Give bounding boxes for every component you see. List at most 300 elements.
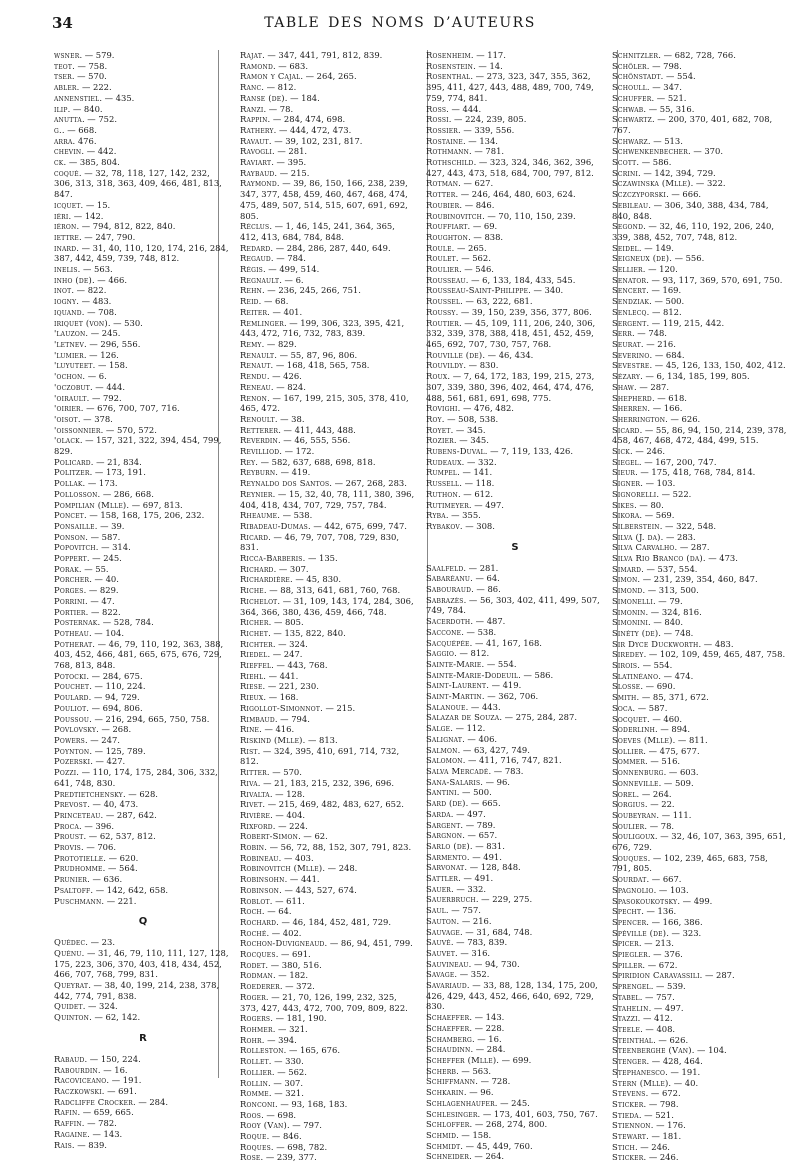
page-references: — 659, 665.	[82, 1107, 134, 1118]
author-name: Salanoue	[426, 701, 466, 712]
author-name: Rozier	[426, 435, 454, 446]
index-entry: Robinovitch (Mlle). — 248.	[240, 863, 358, 874]
page-references: — 657.	[467, 830, 498, 841]
page-references: — 284.	[475, 1044, 506, 1055]
author-name: Rumpel	[426, 467, 458, 478]
index-entry: Roussy. — 39, 150, 239, 356, 377, 806.	[426, 306, 592, 317]
page-references: — 46, 434.	[487, 349, 534, 360]
page-references: — 7, 64, 172, 183, 199, 215, 273, 307, 339, 380, 396, 402, 464, 474, 476, 488, 561, 681, 691, 698, 775.	[426, 371, 595, 403]
page-references: — 829.	[88, 585, 119, 596]
page-references: — 216.	[461, 915, 492, 926]
index-entry: Reneau. — 824.	[240, 381, 306, 392]
page-references: — 14.	[478, 60, 503, 71]
page-references: — 103.	[645, 478, 676, 489]
page-references: — 173, 401, 603, 750, 767.	[482, 1108, 598, 1119]
page-references: — 39, 102, 231, 817.	[274, 135, 363, 146]
page-references: — 45, 109, 111, 206, 240, 306, 332, 339, 378, 388, 418, 451, 452, 459, 465, 692, 707, 730, 757, 768.	[426, 317, 596, 349]
index-entry: Scherb. — 563.	[426, 1065, 492, 1076]
page-references: — 46, 184, 452, 481, 729.	[281, 916, 392, 927]
page-references: — 231, 239, 354, 460, 847.	[642, 574, 758, 585]
author-name: Ragaine	[54, 1128, 88, 1139]
author-name: Saint-Laurent	[426, 680, 487, 691]
index-entry: Stephanesco. — 191.	[612, 1066, 701, 1077]
author-name: Provis	[54, 842, 81, 853]
page-references: — 135, 822, 840.	[273, 627, 346, 638]
author-name: arra	[54, 135, 73, 146]
page-references: — 119, 215, 442.	[651, 317, 725, 328]
author-name: Rossi	[426, 114, 449, 125]
author-name: Roques	[240, 1141, 271, 1152]
index-column-2	[236, 50, 422, 1163]
author-name: Sézary	[612, 371, 641, 382]
author-name: Stern (Mlle)	[612, 1077, 669, 1088]
author-name: Seidel	[612, 242, 639, 253]
page-references: — 102, 239, 465, 683, 758, 791, 805.	[612, 852, 768, 874]
index-entry: Roughton. — 838.	[426, 231, 504, 242]
index-entry: Spicer. — 213.	[612, 938, 674, 949]
page-references: — 62.	[303, 831, 328, 842]
index-entry: Riskind (Mlle). — 813.	[240, 735, 338, 745]
author-name: Ribadeau-Dumas	[240, 520, 308, 531]
page-references: — 582, 637, 688, 698, 818.	[260, 456, 376, 467]
page-references: — 80.	[639, 499, 664, 510]
author-name: Sabaréanu	[426, 573, 471, 584]
page-references: — 579.	[84, 50, 115, 60]
author-name: Ritter	[240, 767, 267, 778]
index-entry: Ricca-Barberis. — 135.	[240, 553, 338, 564]
author-name: Specht	[612, 906, 642, 917]
author-name: Prunier	[54, 874, 88, 885]
page-references: — 556.	[674, 253, 705, 264]
author-name: Raviart	[240, 157, 272, 168]
page-references: — 378.	[83, 413, 113, 424]
index-entry: Sieur. — 175, 418, 768, 784, 814.	[612, 467, 756, 478]
page-references: — 245.	[500, 1097, 530, 1108]
index-entry: Schiffmann. — 728.	[426, 1076, 511, 1087]
author-name: Rossier	[426, 124, 459, 135]
section-letter: Q	[138, 916, 148, 928]
index-entry: Roché. — 402.	[240, 927, 302, 938]
author-name: Sorgius	[612, 799, 645, 810]
author-name: Prevost	[54, 799, 88, 810]
index-entry: 'oisot. — 378.	[54, 413, 113, 424]
author-name: Savage	[426, 969, 455, 980]
index-entry: Rieux. — 168.	[240, 692, 299, 703]
page-references: — 103.	[658, 884, 689, 895]
author-name: Rose	[240, 1152, 261, 1163]
author-name: Rosenthal	[426, 71, 471, 82]
author-name: Sarmento	[426, 851, 467, 862]
index-entry: Saint-Martin. — 362, 706.	[426, 691, 539, 702]
page-references: — 442, 675, 699, 747.	[313, 520, 407, 531]
index-entry: Riva. — 21, 183, 215, 232, 396, 696.	[240, 777, 394, 788]
author-name: Sabrazès	[426, 594, 464, 605]
index-entry: Sarvonat. — 128, 848.	[426, 862, 521, 873]
index-entry: Schlesinger. — 173, 401, 603, 750, 767.	[426, 1108, 598, 1119]
author-name: Rieux	[240, 692, 264, 703]
author-name: Sard (de)	[426, 798, 466, 809]
page-references: — 128, 848.	[469, 862, 521, 873]
author-name: Stich	[612, 1141, 635, 1152]
author-name: Sicard	[612, 424, 640, 435]
page-references: — 149.	[644, 242, 674, 253]
author-name: Renault	[240, 349, 275, 360]
index-entry: Roch. — 64.	[240, 906, 292, 917]
index-entry: Psaltoff. — 142, 642, 658.	[54, 884, 169, 895]
author-name: Poussou	[54, 713, 90, 724]
page-references: — 798.	[652, 60, 682, 71]
page-references: — 273, 323, 347, 355, 362, 395, 411, 427, 443, 488, 489, 700, 749, 759, 774, 841.	[426, 71, 594, 103]
page-references: — 16.	[103, 1064, 128, 1075]
author-name: Schmidt	[426, 1140, 461, 1151]
page-references: — 69.	[472, 221, 498, 232]
page-references: — 758.	[77, 60, 108, 71]
author-name: Rouville (de)	[426, 349, 483, 360]
author-name: Rohr	[240, 1034, 262, 1045]
author-name: Rosenheim	[426, 50, 471, 60]
index-entry: g.. — 668.	[54, 124, 97, 135]
page-references: — 45, 830.	[295, 574, 342, 585]
page-references: — 794.	[280, 713, 310, 724]
author-name: Rohmer	[240, 1023, 273, 1034]
page-references: — 829.	[266, 338, 297, 349]
index-entry: Rieffel. — 443, 768.	[240, 660, 328, 671]
page-references: — 102, 109, 459, 465, 487, 758.	[648, 649, 786, 660]
section-letter: S	[511, 541, 519, 553]
index-entry: iogny. — 483.	[54, 296, 112, 307]
page-references: — 345.	[455, 424, 486, 435]
page-references: — 32, 78, 118, 127, 142, 232, 306, 313, 318, 363, 409, 466, 481, 813, 847.	[54, 167, 222, 200]
index-entry: Sonnenburg. — 603.	[612, 767, 699, 778]
index-entry: Sticker. — 798.	[612, 1098, 679, 1109]
author-name: Ryba	[426, 510, 446, 521]
index-entry: Sabaréanu. — 64.	[426, 573, 500, 584]
page-references: — 587.	[637, 702, 668, 713]
index-entry: Rochard. — 46, 184, 452, 481, 729.	[240, 916, 392, 927]
page-references: — 499.	[682, 895, 713, 906]
author-name: wsner	[54, 50, 80, 60]
author-name: Riva	[240, 777, 258, 788]
index-entry: Schmid. — 158.	[426, 1129, 492, 1140]
page-references: — 6.	[284, 274, 304, 285]
index-entry: Spencer. — 166, 386.	[612, 916, 703, 927]
index-entry: 'letnev. — 296, 556.	[54, 338, 141, 349]
index-entry: Sargent. — 789.	[426, 819, 496, 830]
page-references: — 395.	[276, 157, 307, 168]
page-references: — 125, 789.	[94, 745, 146, 756]
index-entry: Sacquépée. — 41, 167, 168.	[426, 637, 542, 648]
author-name: tser	[54, 71, 72, 82]
page-references: — 46, 555, 556.	[283, 435, 351, 446]
index-entry: Scott. — 586.	[612, 157, 672, 168]
index-entry: Pozzi. — 110, 174, 175, 284, 306, 332, 641, 748, 830.	[54, 767, 218, 788]
page-references: — 441.	[268, 670, 299, 681]
author-name: ck	[54, 157, 64, 168]
author-name: Saggio	[426, 648, 455, 659]
author-name: Simonini	[612, 617, 649, 628]
author-name: Reiter	[240, 306, 268, 317]
page-references: — 215.	[325, 702, 356, 713]
author-name: Sourdat	[612, 874, 647, 885]
index-entry: Sonneville. — 509.	[612, 777, 694, 788]
page-references: — 728.	[480, 1076, 511, 1087]
index-entry: Simonini. — 840.	[612, 617, 684, 628]
page-references: — 306, 340, 388, 434, 784, 840, 848.	[612, 199, 769, 221]
page-references: — 672.	[647, 959, 678, 970]
author-name: Rovighi	[426, 403, 458, 414]
index-entry: Sollier. — 475, 677.	[612, 745, 700, 756]
author-name: Sauvet	[426, 947, 456, 958]
index-entry: Simon. — 231, 239, 354, 460, 847.	[612, 574, 758, 585]
author-name: Sir Dyce Duckworth	[612, 638, 699, 649]
page-references: — 509.	[663, 777, 694, 788]
index-entry: Stazzi. — 412.	[612, 1013, 673, 1024]
index-entry: Schlagenhaufer. — 245.	[426, 1097, 530, 1108]
page-references: — 444, 472, 473.	[278, 124, 352, 135]
index-entry: Ravaut. — 39, 102, 231, 817.	[240, 135, 363, 146]
author-name: 'lauzon	[54, 328, 86, 339]
author-name: Reynier	[240, 488, 273, 499]
author-name: Sacerdoth	[426, 616, 471, 627]
author-name: Roederer	[240, 981, 280, 992]
page-references: — 321.	[278, 1023, 308, 1034]
index-entry: Richardière. — 45, 830.	[240, 574, 342, 585]
page-references: — 586.	[523, 669, 554, 680]
index-entry: Silberstein. — 322, 548.	[612, 520, 717, 531]
page-references: — 444.	[451, 103, 482, 114]
author-name: Sorel	[612, 788, 637, 799]
author-name: 'luyuteet	[54, 360, 93, 371]
author-name: Rine	[240, 724, 260, 735]
index-entry: Sikes. — 80.	[612, 499, 664, 510]
index-entry: Salge. — 112.	[426, 723, 486, 734]
author-name: Povlovsky	[54, 724, 97, 735]
author-name: Sargent	[426, 819, 461, 830]
index-entry: Simonin. — 324, 816.	[612, 606, 702, 617]
page-references: — 45, 126, 133, 150, 402, 412.	[654, 360, 786, 371]
page-references: — 265.	[456, 242, 487, 253]
author-name: Richard	[240, 563, 274, 574]
index-entry: Pollosson. — 286, 668.	[54, 488, 154, 499]
author-name: Spiller	[612, 959, 643, 970]
author-name: Sargnon	[426, 830, 463, 841]
index-entry: Rivalta. — 128.	[240, 788, 305, 799]
author-name: inelis	[54, 264, 78, 275]
author-name: Seurat	[612, 338, 641, 349]
index-entry: Sevestre. — 45, 126, 133, 150, 402, 412.	[612, 360, 786, 371]
index-entry: Sommer. — 516.	[612, 756, 681, 767]
page-references: — 181.	[651, 1131, 682, 1142]
index-entry: Santini. — 500.	[426, 787, 492, 798]
author-name: Schloffer	[426, 1119, 470, 1130]
index-entry: Rousseau. — 6, 133, 184, 433, 545.	[426, 274, 576, 285]
page-references: — 345.	[459, 435, 489, 446]
page-references: — 246.	[635, 446, 665, 457]
page-references: — 104.	[94, 627, 124, 638]
page-references: — 473.	[708, 553, 738, 564]
author-name: Rappin	[240, 114, 268, 125]
page-references: — 385, 804.	[68, 157, 120, 168]
author-name: Sczawinska (Mlle)	[612, 178, 691, 189]
index-entry: Renault. — 55, 87, 96, 806.	[240, 349, 358, 360]
page-references: — 70, 110, 150, 239.	[487, 210, 576, 221]
index-entry: Reverdin. — 46, 555, 556.	[240, 435, 351, 446]
index-entry: Potheau. — 104.	[54, 627, 124, 638]
index-entry: Réclus. — 1, 46, 145, 241, 364, 365, 412, 413, 684, 784, 848.	[240, 221, 395, 242]
index-entry: Sherrington. — 626.	[612, 413, 701, 424]
index-entry: Schwarz. — 513.	[612, 135, 683, 146]
author-name: Salmon	[426, 744, 458, 755]
author-name: Soca	[612, 702, 633, 713]
index-entry: annenstiel. — 435.	[54, 92, 135, 103]
index-entry: Policard. — 21, 834.	[54, 456, 142, 467]
author-name: coqué	[54, 167, 79, 178]
index-entry: Ranc. — 812.	[240, 82, 297, 93]
index-entry: Rodman. — 182.	[240, 970, 308, 981]
index-entry: Stenger. — 428, 464.	[612, 1056, 703, 1067]
author-name: Regaud	[240, 253, 271, 264]
author-name: Schaudinn	[426, 1044, 471, 1055]
page-references: — 296, 556.	[89, 338, 141, 349]
page-references: — 284, 675.	[91, 670, 143, 681]
index-entry: Salazar de Souza. — 275, 284, 287.	[426, 712, 577, 723]
index-entry: Predtietchensky. — 628.	[54, 788, 158, 799]
author-name: inho (de)	[54, 274, 92, 285]
page-references: — 698.	[266, 1109, 297, 1120]
index-entry: Richet. — 135, 822, 840.	[240, 627, 346, 638]
page-references: — 268, 274, 800.	[474, 1119, 548, 1130]
index-entry: Soca. — 587.	[612, 702, 668, 713]
author-name: Rabourdin	[54, 1064, 98, 1075]
index-entry: Ribadeau-Dumas. — 442, 675, 699, 747.	[240, 520, 407, 531]
page-references: — 191.	[670, 1066, 701, 1077]
index-entry: Schaeffer. — 228.	[426, 1022, 505, 1033]
page-references: — 748.	[637, 328, 667, 339]
page-references: — 500.	[462, 787, 492, 798]
page-references: — 38.	[280, 413, 305, 424]
author-name: Smith	[612, 692, 637, 703]
author-name: Ramon y Cajal	[240, 71, 301, 82]
page-references: — 824.	[276, 381, 306, 392]
page-references: — 406.	[467, 733, 498, 744]
index-entry: Ruthon. — 612.	[426, 488, 493, 499]
author-name: Schaeffer	[426, 1022, 470, 1033]
index-entry: Rovighi. — 476, 482.	[426, 403, 514, 414]
author-name: Roger	[240, 991, 266, 1002]
author-name: Saint-Martin	[426, 691, 482, 702]
index-entry: Seigneux (de). — 556.	[612, 253, 705, 264]
index-entry: Sicard. — 55, 86, 94, 150, 214, 239, 378, 458, 467, 468, 472, 484, 499, 515.	[612, 424, 787, 446]
page-references: — 781.	[474, 146, 505, 157]
index-entry: Pozerski. — 427.	[54, 756, 126, 767]
page-references: — 812.	[266, 82, 297, 93]
author-name: Stabel	[612, 991, 640, 1002]
page-references: — 168.	[268, 692, 299, 703]
index-entry: Schöler. — 798.	[612, 60, 682, 71]
author-name: Portier	[54, 606, 86, 617]
author-name: Rollet	[240, 1056, 269, 1067]
index-entry: Sczczyporski. — 666.	[612, 189, 702, 200]
author-name: Simard	[612, 563, 642, 574]
author-name: Schwarz	[612, 135, 648, 146]
index-entry: Prevost. — 40, 473.	[54, 799, 139, 810]
page-references: — 840.	[653, 617, 684, 628]
author-name: Sonnenburg	[612, 767, 664, 778]
index-entry: Stewart. — 181.	[612, 1131, 682, 1142]
page-references: — 497.	[456, 808, 486, 819]
index-entry: Rosenthal. — 273, 323, 347, 355, 362, 395, 411, 427, 443, 488, 489, 700, 749, 759, 774, 841.	[426, 71, 594, 103]
index-entry: Robinsohn. — 441.	[240, 874, 320, 885]
author-name: Schiffmann	[426, 1076, 476, 1087]
index-entry: Puschmann. — 221.	[54, 895, 137, 906]
index-entry: Roger. — 21, 70, 126, 199, 232, 325, 373, 427, 443, 472, 700, 709, 809, 822.	[240, 991, 408, 1013]
author-name: Robineau	[240, 852, 279, 863]
author-name: Silva Carvalho	[612, 542, 675, 553]
author-name: Rocques	[240, 949, 276, 960]
index-entry: Silva Carvalho. — 287.	[612, 542, 710, 553]
page-references: — 794, 812, 822, 840.	[81, 221, 176, 232]
index-entry: Porges. — 829.	[54, 585, 119, 596]
index-entry: 'oirier. — 676, 700, 707, 716.	[54, 403, 180, 414]
index-entry: Stahelin. — 497.	[612, 1002, 684, 1013]
page-references: — 110, 224.	[94, 681, 146, 692]
author-name: Schuffer	[612, 92, 652, 103]
page-references: — 396.	[84, 820, 115, 831]
page-references: — 128.	[275, 788, 305, 799]
page-references: — 22.	[650, 799, 675, 810]
page-references: — 546.	[464, 264, 494, 275]
index-entry: Rubens-Duval. — 7, 119, 133, 426.	[426, 446, 574, 457]
index-entry: Soulier. — 78.	[612, 820, 675, 831]
index-column-4	[608, 50, 794, 1163]
page-references: — 460.	[652, 713, 683, 724]
author-name: Ranc	[240, 82, 262, 93]
author-name: Rivet	[240, 799, 263, 810]
page-references: — 96.	[485, 776, 510, 787]
index-entry: Rochon-Duvigneaud. — 86, 94, 451, 799.	[240, 938, 413, 949]
index-entry: Rist. — 324, 395, 410, 691, 714, 732, 812.	[240, 745, 400, 767]
author-name: Salva Mercadé	[426, 766, 489, 776]
page-references: — 784.	[276, 253, 306, 264]
index-entry: Porcher. — 40.	[54, 574, 119, 585]
author-name: Sarlo (de)	[426, 840, 470, 851]
page-references: — 666.	[671, 189, 702, 200]
index-entry: Rafin. — 659, 665.	[54, 1107, 134, 1118]
page-references: — 812.	[651, 306, 682, 317]
index-entry: Rine. — 416.	[240, 724, 295, 735]
page-references: — 221.	[106, 895, 137, 906]
page-references: — 570, 572.	[105, 424, 157, 435]
index-entry: Steenberghe (Van). — 104.	[612, 1045, 727, 1056]
page-references: — 284, 474, 698.	[272, 114, 346, 125]
author-name: Richter	[240, 638, 273, 649]
page-references: — 757.	[645, 991, 675, 1002]
page-references: — 313, 500.	[647, 585, 699, 596]
index-entry: Sauvineau. — 94, 730.	[426, 958, 520, 969]
author-name: Scherb	[426, 1065, 457, 1076]
author-name: Santini	[426, 787, 457, 798]
page-references: — 199, 306, 323, 395, 421, 443, 472, 716, 732, 783, 839.	[240, 317, 405, 339]
author-name: Roughton	[426, 231, 469, 242]
index-entry: Siegel. — 167, 200, 747.	[612, 456, 717, 467]
index-entry: Roque. — 846.	[240, 1131, 302, 1142]
page-references: — 15.	[85, 199, 111, 210]
index-entry: iriquet (von). — 530.	[54, 317, 143, 328]
index-entry: Sendziak. — 500.	[612, 296, 685, 307]
author-name: Salge	[426, 723, 451, 734]
index-entry: Poynton. — 125, 789.	[54, 745, 146, 756]
author-name: annenstiel	[54, 92, 100, 103]
